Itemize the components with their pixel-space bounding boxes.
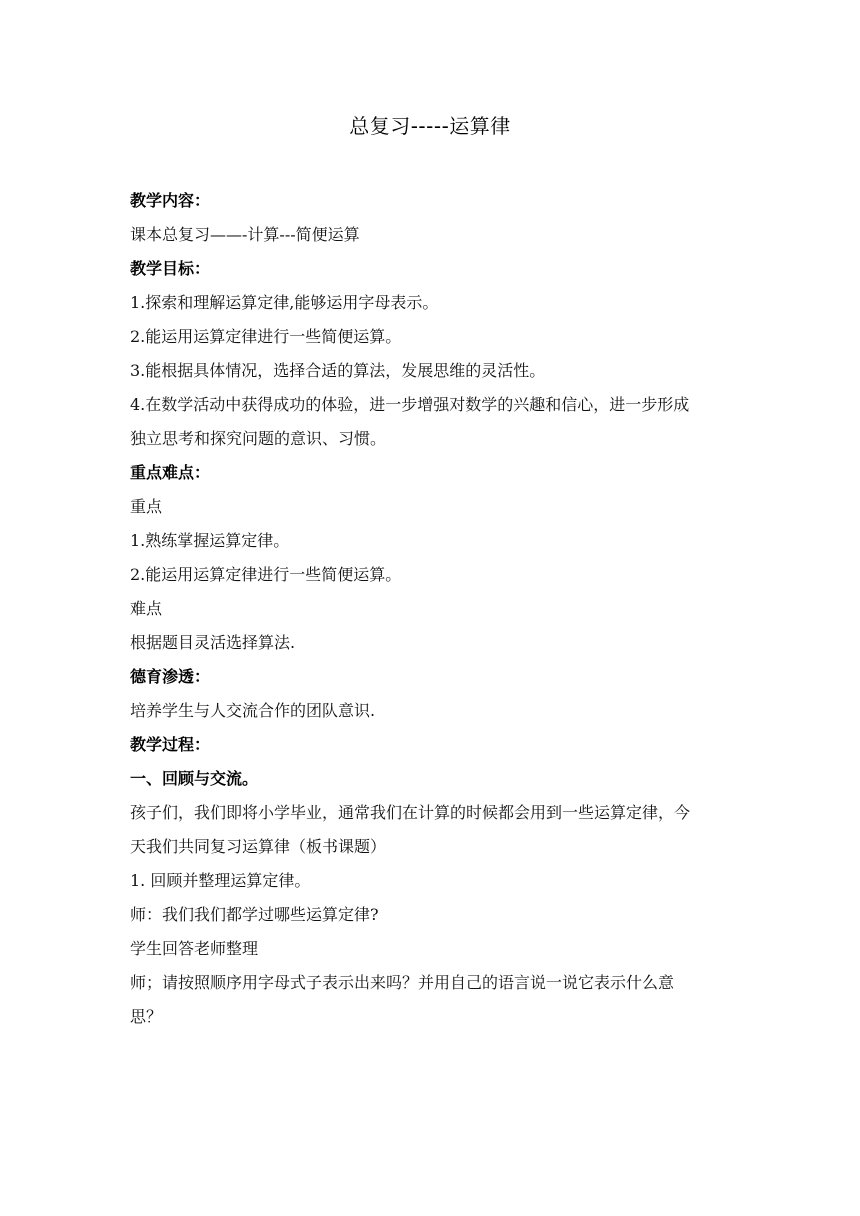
teaching-process-heading: 教学过程： <box>130 735 211 754</box>
goal-3: 3.能根据具体情况，选择合适的算法，发展思维的灵活性。 <box>130 361 546 380</box>
key-point-1: 1.熟练掌握运算定律。 <box>130 531 290 550</box>
document-body <box>130 184 740 1034</box>
goal-4-line-2: 独立思考和探究问题的意识、习惯。 <box>130 429 387 448</box>
review-item-1: 1. 回顾并整理运算定律。 <box>130 871 311 890</box>
difficulty-text: 根据题目灵活选择算法. <box>130 633 296 652</box>
moral-education-text: 培养学生与人交流合作的团队意识. <box>130 701 376 720</box>
key-point-2: 2.能运用运算定律进行一些简便运算。 <box>130 565 402 584</box>
goal-1: 1.探索和理解运算定律,能够运用字母表示。 <box>130 293 439 312</box>
teaching-content-heading: 教学内容： <box>130 191 211 210</box>
difficulty-label: 难点 <box>130 599 163 618</box>
key-difficult-points-heading: 重点难点： <box>130 463 211 482</box>
student-answer: 学生回答老师整理 <box>130 939 259 958</box>
goal-4-line-1: 4.在数学活动中获得成功的体验，进一步增强对数学的兴趣和信心，进一步形成 <box>130 395 690 414</box>
teacher-question-2-line-1: 师；请按照顺序用字母式子表示出来吗？并用自己的语言说一说它表示什么意 <box>130 973 675 992</box>
document-title: 总复习-----运算律 <box>349 114 511 138</box>
goal-2: 2.能运用运算定律进行一些简便运算。 <box>130 327 402 346</box>
teacher-question-1: 师：我们我们都学过哪些运算定律? <box>130 905 379 924</box>
intro-line-2: 天我们共同复习运算律（板书课题） <box>130 837 387 856</box>
moral-education-heading: 德育渗透： <box>130 667 211 686</box>
step-1-heading: 一、回顾与交流。 <box>130 769 259 788</box>
teaching-goals-heading: 教学目标： <box>130 259 211 278</box>
key-points-label: 重点 <box>130 497 163 516</box>
teacher-question-2-line-2: 思？ <box>130 1007 163 1026</box>
intro-line-1: 孩子们，我们即将小学毕业，通常我们在计算的时候都会用到一些运算定律，今 <box>130 803 691 822</box>
teaching-content-text: 课本总复习——-计算---简便运算 <box>130 225 360 244</box>
